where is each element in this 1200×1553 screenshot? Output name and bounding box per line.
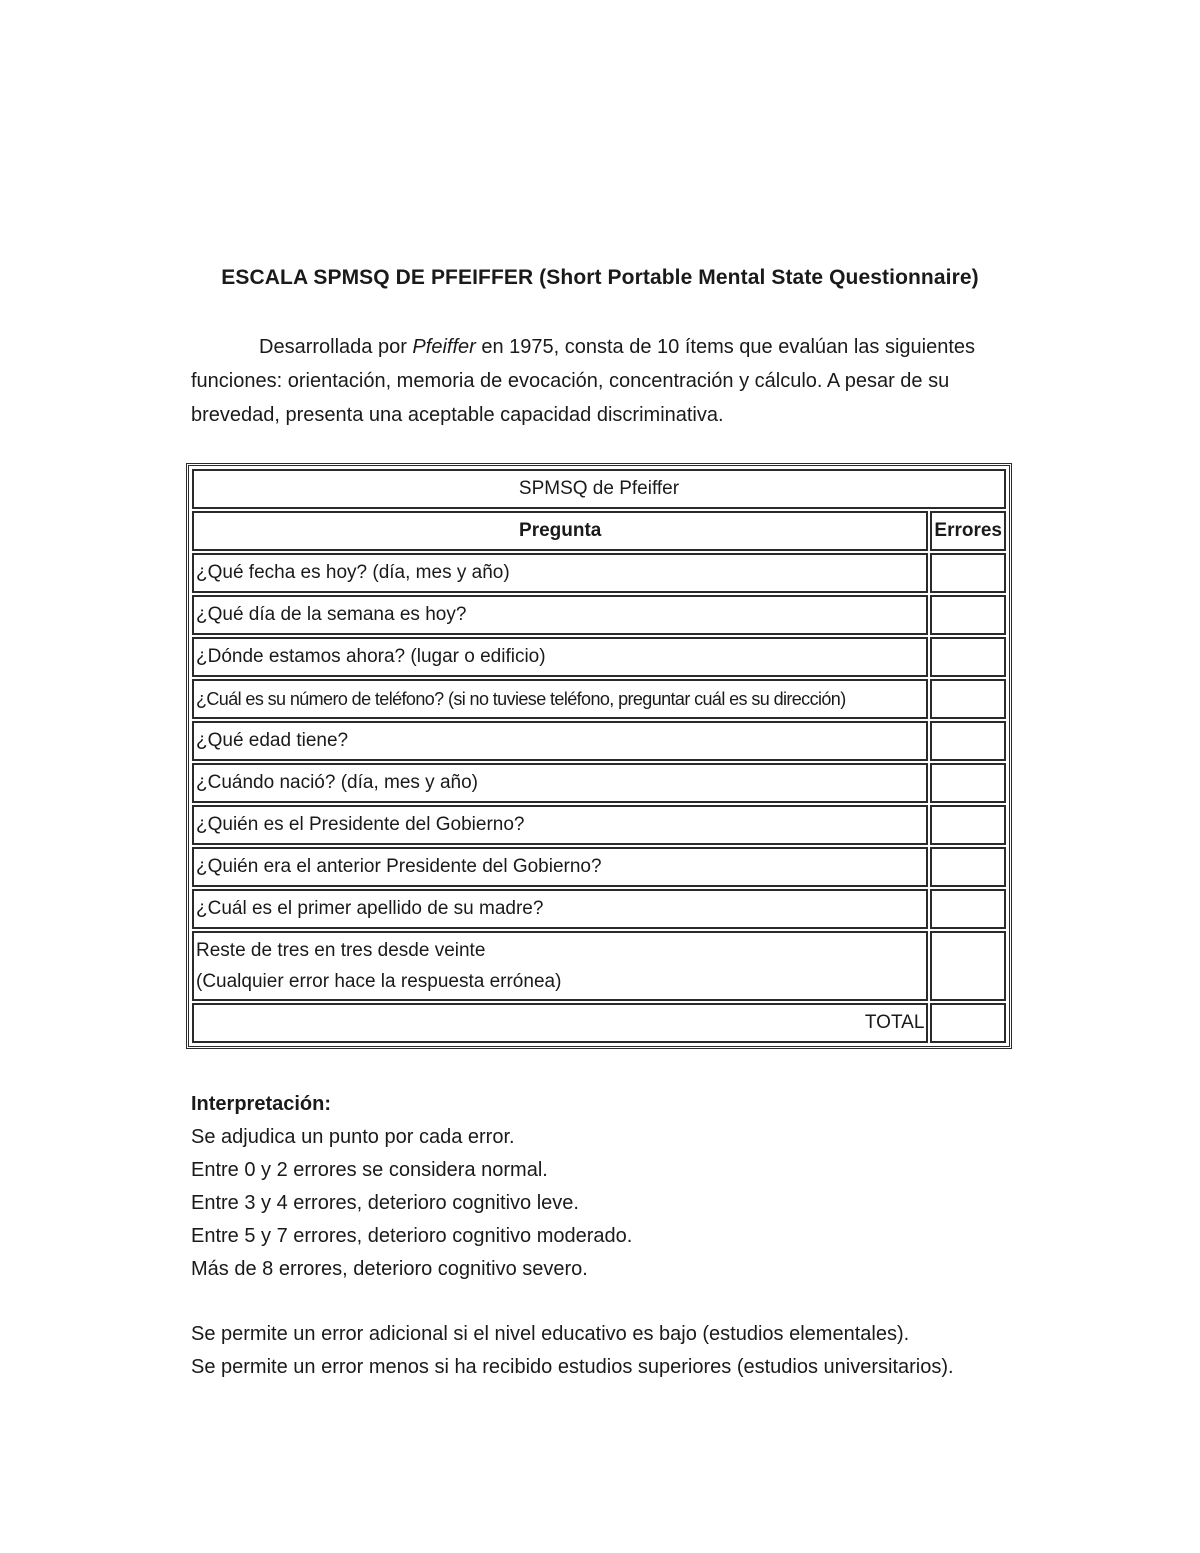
question-cell: ¿Qué fecha es hoy? (día, mes y año) xyxy=(192,553,928,593)
table-row xyxy=(192,847,1006,887)
intro-paragraph xyxy=(191,330,1006,432)
errors-cell xyxy=(930,679,1006,719)
table-caption: SPMSQ de Pfeiffer xyxy=(192,469,1006,509)
table-total-row xyxy=(192,1003,1006,1043)
table-header-row xyxy=(192,511,1006,551)
question-cell: ¿Qué edad tiene? xyxy=(192,721,928,761)
interpretation-line: Se adjudica un punto por cada error. xyxy=(191,1126,515,1148)
note-line: Se permite un error adicional si el nivel educativo es bajo (estudios elementales). xyxy=(191,1323,910,1345)
intro-text-start: Desarrollada por xyxy=(259,336,413,358)
table-row xyxy=(192,637,1006,677)
question-cell: ¿Cuál es el primer apellido de su madre? xyxy=(192,889,928,929)
table-row xyxy=(192,595,1006,635)
interpretation-heading: Interpretación: xyxy=(191,1093,332,1115)
question-cell: ¿Dónde estamos ahora? (lugar o edificio) xyxy=(192,637,928,677)
notes-section xyxy=(191,1318,1011,1384)
question-cell: ¿Cuál es su número de teléfono? (si no tuviese teléfono, preguntar cuál es su dirección) xyxy=(192,679,928,719)
table-caption-row xyxy=(192,469,1006,509)
errors-cell xyxy=(930,637,1006,677)
errors-cell xyxy=(930,595,1006,635)
intro-author: Pfeiffer xyxy=(412,336,476,358)
column-header-errors: Errores xyxy=(930,511,1006,551)
table-row xyxy=(192,931,1006,1001)
question-cell: ¿Quién es el Presidente del Gobierno? xyxy=(192,805,928,845)
errors-cell xyxy=(930,721,1006,761)
errors-cell xyxy=(930,889,1006,929)
question-cell: ¿Cuándo nació? (día, mes y año) xyxy=(192,763,928,803)
interpretation-line: Entre 0 y 2 errores se considera normal. xyxy=(191,1159,548,1181)
note-line: Se permite un error menos si ha recibido estudios superiores (estudios universitarios). xyxy=(191,1356,954,1378)
question-cell: ¿Qué día de la semana es hoy? xyxy=(192,595,928,635)
table-row xyxy=(192,805,1006,845)
document-title: ESCALA SPMSQ DE PFEIFFER (Short Portable Mental State Questionnaire) xyxy=(221,266,979,289)
table-row xyxy=(192,679,1006,719)
spmsq-table-frame xyxy=(186,463,1012,1049)
errors-cell xyxy=(930,805,1006,845)
table-row xyxy=(192,553,1006,593)
spmsq-table xyxy=(190,467,1008,1045)
interpretation-line: Entre 5 y 7 errores, deterioro cognitivo moderado. xyxy=(191,1225,633,1247)
interpretation-line: Más de 8 errores, deterioro cognitivo severo. xyxy=(191,1258,588,1280)
errors-cell xyxy=(930,847,1006,887)
table-row xyxy=(192,889,1006,929)
question-cell xyxy=(192,931,928,1001)
errors-cell xyxy=(930,931,1006,1001)
interpretation-section xyxy=(191,1088,991,1286)
question-line: Reste de tres en tres desde veinte xyxy=(196,940,486,961)
table-row xyxy=(192,763,1006,803)
column-header-question: Pregunta xyxy=(192,511,928,551)
table-row xyxy=(192,721,1006,761)
intro-text-end: en 1975, consta de 10 ítems que evalúan las siguientes funciones: orientación, memoria de evocación, concentración y cálculo. A pesar de su brevedad, presenta una aceptable capacidad discriminativa. xyxy=(191,336,976,426)
question-note: (Cualquier error hace la respuesta errónea) xyxy=(196,971,562,992)
total-errors-cell xyxy=(930,1003,1006,1043)
errors-cell xyxy=(930,553,1006,593)
total-label: TOTAL xyxy=(192,1003,928,1043)
errors-cell xyxy=(930,763,1006,803)
interpretation-line: Entre 3 y 4 errores, deterioro cognitivo leve. xyxy=(191,1192,579,1214)
question-cell: ¿Quién era el anterior Presidente del Gobierno? xyxy=(192,847,928,887)
